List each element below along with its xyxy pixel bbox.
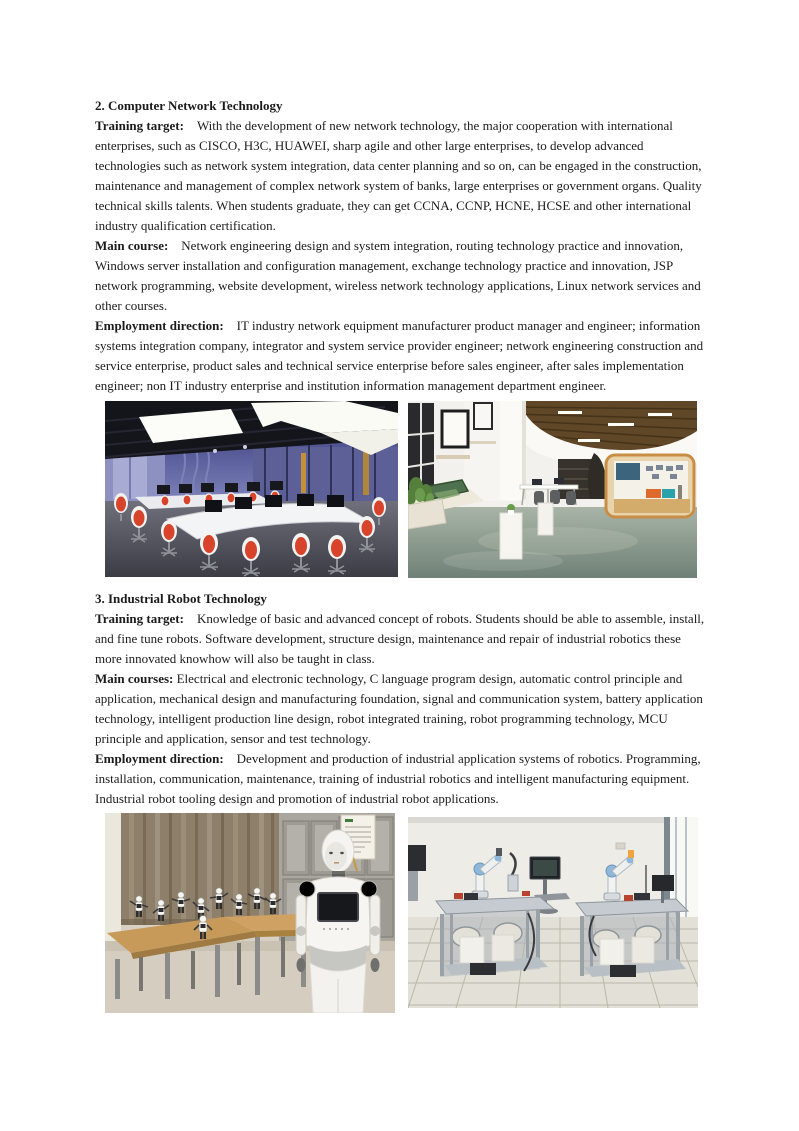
section-3-main-courses [95, 669, 708, 749]
paragraph-text: With the development of new network technology, the major cooperation with international enterprises, such as CISCO, H3C, HUAWEI, sharp agile and other large enterprises, to develop advanced technologies such as network system integration, data center planning and so on, can be engaged in the construction, maintenance and management of complex network system of banks, large enterprises or government organs. Quality technical skills talents. When students graduate, they can get CCNA, CCNP, HCNE, HCSE and other international industry qualification certification. [95, 118, 702, 233]
section-2-main-course [95, 236, 708, 316]
document-content [95, 96, 708, 1013]
humanoid-robot-classroom-photo [105, 813, 395, 1013]
left-monitor [408, 845, 426, 871]
paragraph-label: Main courses: [95, 671, 174, 686]
paragraph-text: IT industry network equipment manufacturer product manager and engineer; information systems integration company, integrator and system service provider engineer; network engineering construction and service enterprise, product sales and technical service enterprise before sales engineer, after sales implementation engineer; non IT industry enterprise and institution information management department engineer. [95, 318, 704, 393]
paragraph-text: Electrical and electronic technology, C language program design, automatic control principle and application, mechanical design and manufacturing foundation, signal and communication system, battery application technology, intelligent production line design, robot integrated training, robot programming technology, MCU principle and application, sensor and test technology. [95, 671, 703, 746]
paragraph-label: Employment direction: [95, 751, 224, 766]
section-2-employment-direction [95, 316, 708, 396]
picture-frame [442, 411, 468, 447]
paragraph-text: Knowledge of basic and advanced concept of robots. Students should be able to assemble, install, and fine tune robots. Software development, structure design, maintenance and repair of industrial robotics these more innovated knowhow will also be taught in class. [95, 611, 705, 666]
computer-classroom-photo [105, 401, 398, 577]
section-3-training-target [95, 609, 708, 669]
section-3-employment-direction [95, 749, 708, 809]
paragraph-label: Employment direction: [95, 318, 224, 333]
paragraph-label: Training target: [95, 611, 184, 626]
paragraph-text: Development and production of industrial application systems of robotics. Programming, installation, communication, maintenance, training of industrial robotics and intelligent manufacturing equipment. Industrial robot tooling design and promotion of industrial robot applications. [95, 751, 701, 806]
robot-arm-lab-photo [408, 817, 698, 1008]
section-3-photo-row [105, 813, 708, 1013]
chest-tablet [318, 893, 358, 921]
section-2-training-target [95, 116, 708, 236]
network-showroom-photo [408, 401, 697, 578]
paragraph-label: Training target: [95, 118, 184, 133]
paragraph-text: Network engineering design and system integration, routing technology practice and innovation, Windows server installation and configuration management, exchange technology practice and innovation, JSP network programming, website development, wireless network technology applications, Linux network services and other courses. [95, 238, 701, 313]
paragraph-label: Main course: [95, 238, 169, 253]
exhibit-niche [606, 455, 694, 517]
section-2-photo-row [105, 401, 708, 578]
section-2-heading: 2. Computer Network Technology [95, 98, 283, 113]
wall-socket [616, 843, 625, 849]
section-3-heading: 3. Industrial Robot Technology [95, 591, 267, 606]
